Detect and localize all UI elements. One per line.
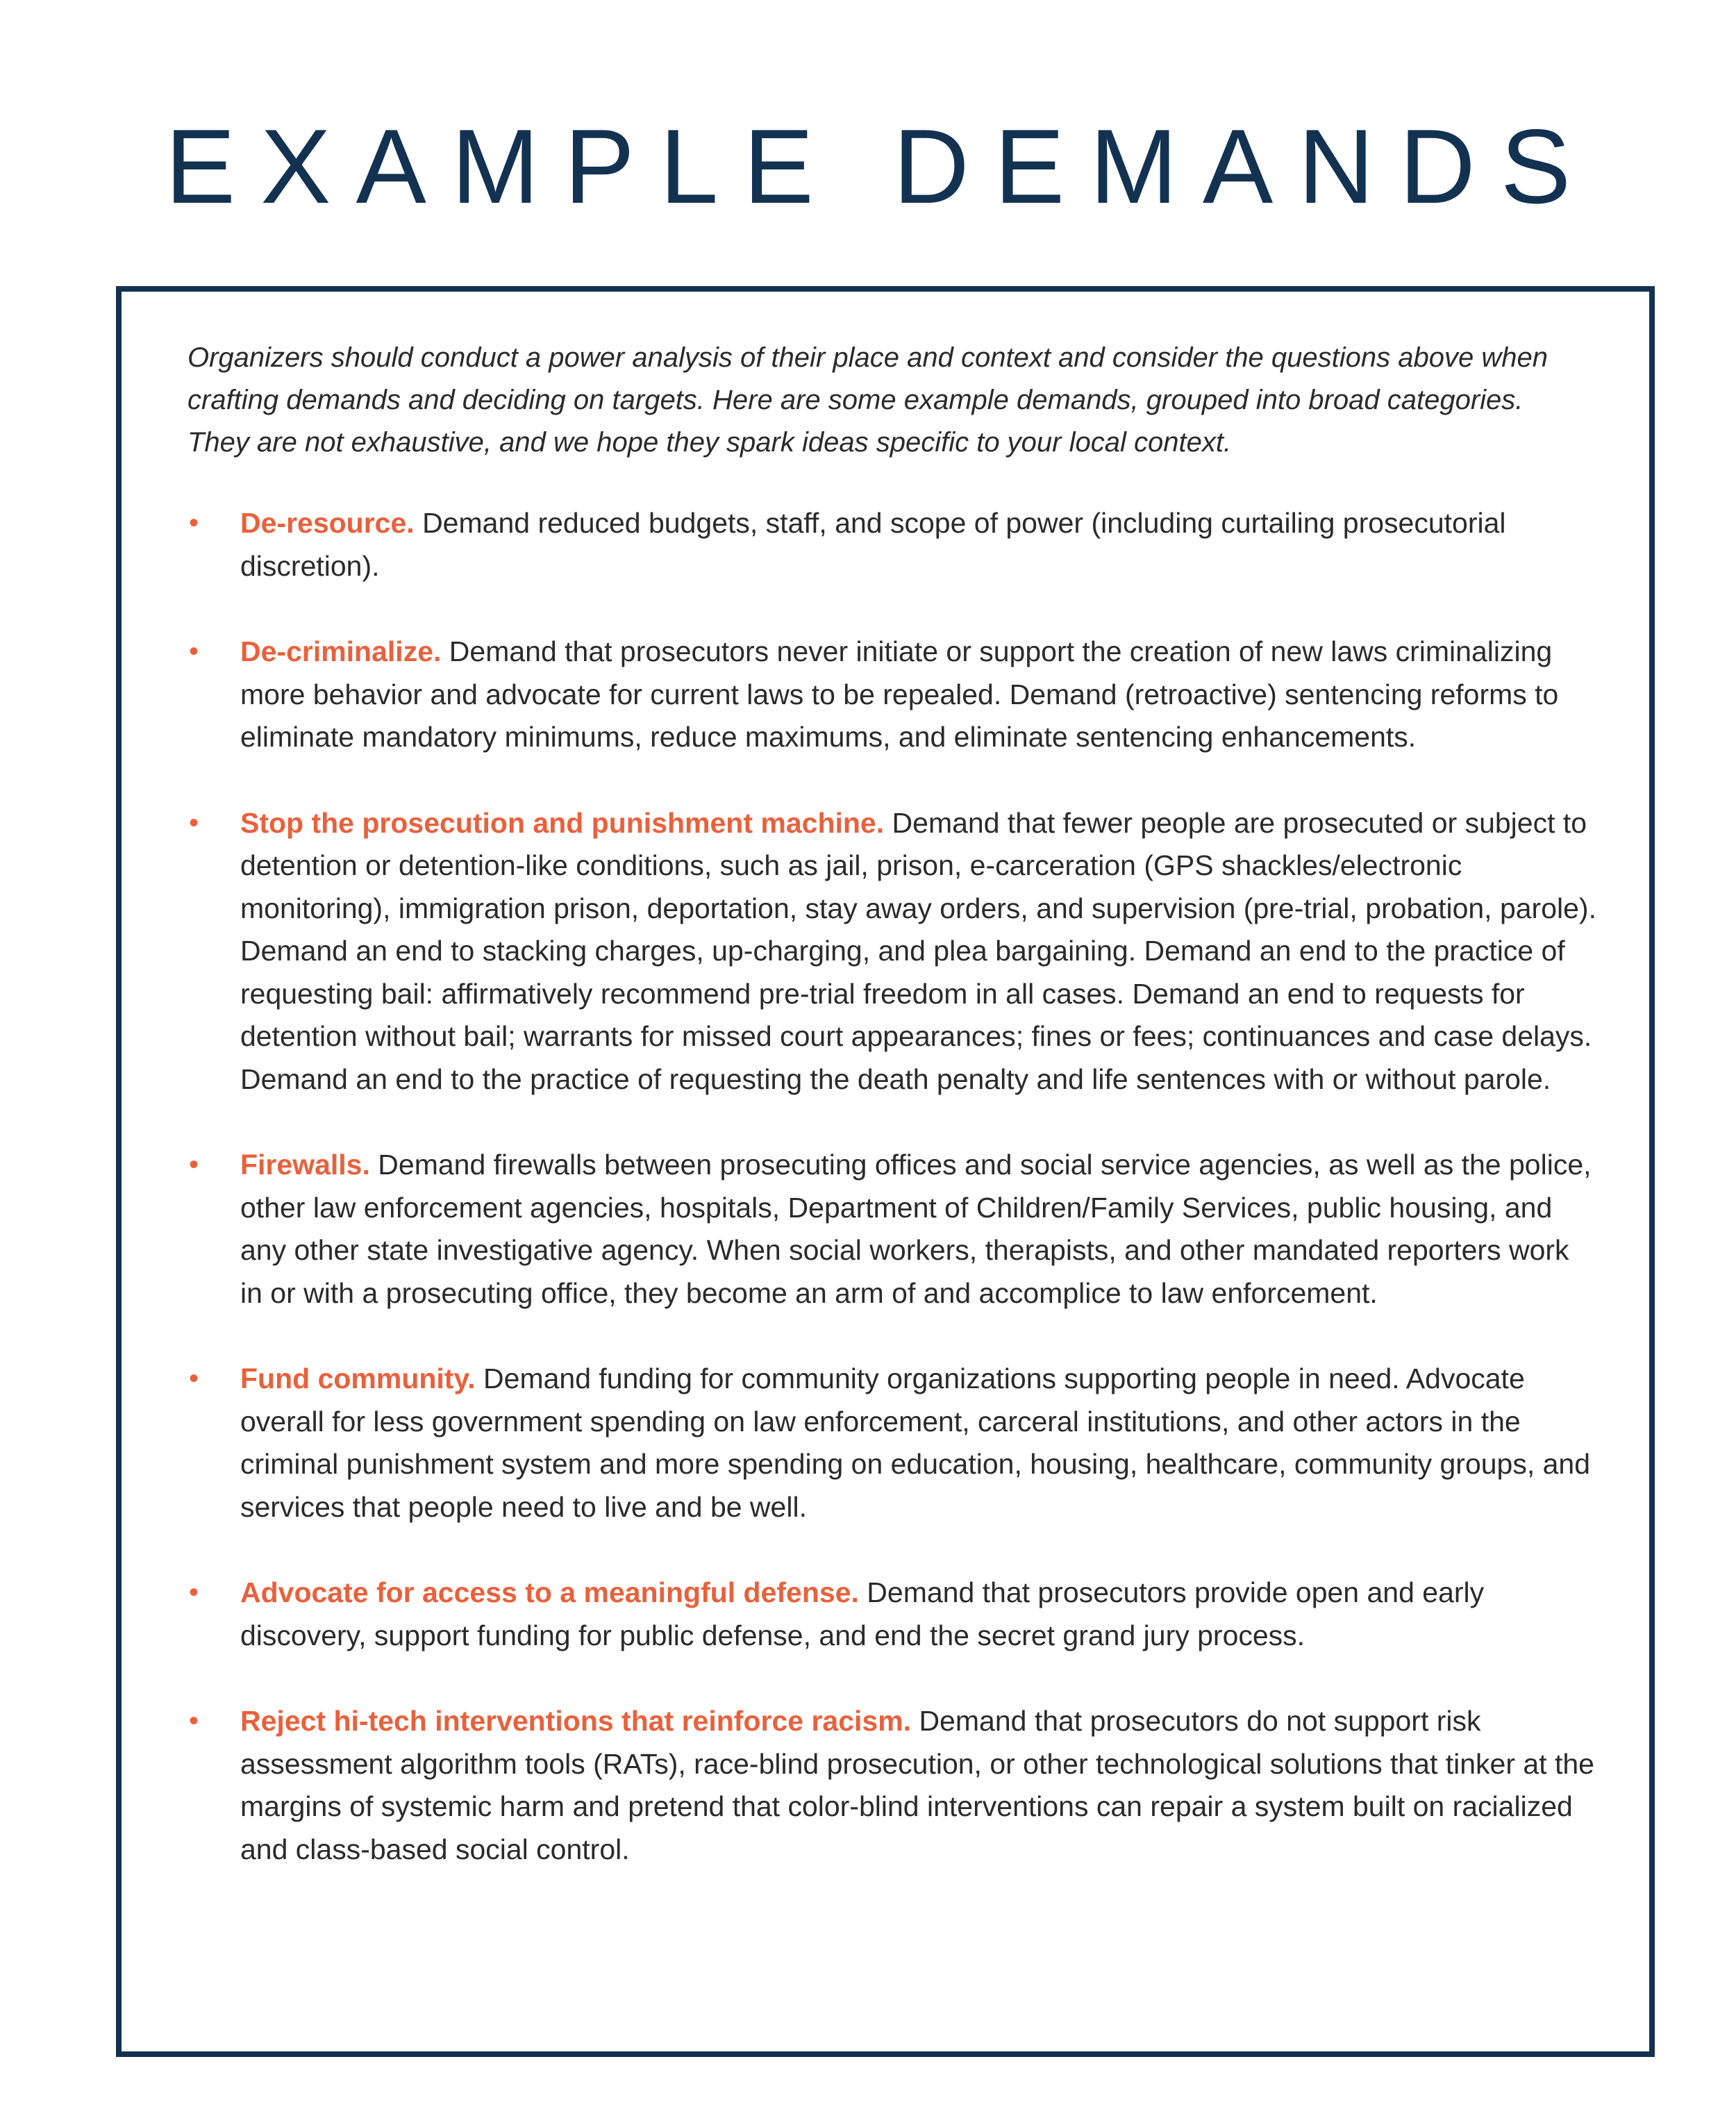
bullet-icon: •	[189, 807, 199, 838]
demand-label: Fund community.	[240, 1363, 476, 1394]
demand-stop-prosecution-machine	[187, 802, 1597, 1101]
bullet-icon: •	[189, 1363, 199, 1394]
demand-text: Demand that fewer people are prosecuted or subject to detention or detention-like conditions, such as jail, prison, e-carceration (GPS shackles/electronic monitoring), immigration prison, deportation, stay away orders, and supervision (pre-trial, probation, parole). Demand an end to stacking charges, up-charging, and plea bargaining. Demand an end to the practice of requesting bail: affirmatively recommend pre-trial freedom in all cases. Demand an end to requests for detention without bail; warrants for missed court appearances; fines or fees; continuances and case delays. Demand an end to the practice of requesting the death penalty and life sentences with or without parole.	[240, 806, 1596, 1095]
bullet-icon: •	[189, 508, 199, 538]
bullet-icon: •	[189, 1706, 199, 1736]
demand-text: Demand reduced budgets, staff, and scope of power (including curtailing prosecutorial discretion).	[240, 507, 1506, 582]
demand-fund-community	[187, 1358, 1597, 1528]
demand-de-resource	[187, 502, 1597, 588]
demand-text: Demand that prosecutors do not support risk assessment algorithm tools (RATs), race-blind prosecution, or other technological solutions that tinker at the margins of systemic harm and pretend that color-blind interventions can repair a system built on racialized and class-based social control.	[240, 1705, 1594, 1865]
demand-text: Demand firewalls between prosecuting offices and social service agencies, as well as the police, other law enforcement agencies, hospitals, Department of Children/Family Services, public housing, and any other state investigative agency. When social workers, therapists, and other mandated reporters work in or with a prosecuting office, they become an arm of and accomplice to law enforcement.	[240, 1149, 1592, 1309]
demand-firewalls	[187, 1144, 1597, 1315]
demand-label: De-criminalize.	[240, 635, 442, 667]
bullet-icon: •	[189, 1149, 199, 1180]
intro-paragraph: Organizers should conduct a power analysis of their place and context and consider the questions above when crafting demands and deciding on targets. Here are some example demands, grouped into broad categories. They are not exhaustive, and we hope they spark ideas specific to your local context.	[187, 342, 1548, 458]
demand-text: Demand that prosecutors provide open and early discovery, support funding for public defense, and end the secret grand jury process.	[240, 1576, 1485, 1651]
demand-label: Stop the prosecution and punishment machine.	[240, 806, 885, 839]
demand-text: Demand funding for community organizations supporting people in need. Advocate overall for less government spending on law enforcement, carceral institutions, and other actors in the criminal punishment system and more spending on education, housing, healthcare, community groups, and services that people need to live and be well.	[240, 1363, 1591, 1523]
demand-text: Demand that prosecutors never initiate or support the creation of new laws criminalizing more behavior and advocate for current laws to be repealed. Demand (retroactive) sentencing reforms to eliminate mandatory minimums, reduce maximums, and eliminate sentencing enhancements.	[240, 635, 1559, 753]
demand-reject-hi-tech	[187, 1700, 1597, 1871]
demands-list	[187, 502, 1597, 1914]
bullet-icon: •	[189, 1577, 199, 1608]
demand-meaningful-defense	[187, 1572, 1597, 1657]
demand-label: Firewalls.	[240, 1149, 370, 1181]
demand-de-criminalize	[187, 631, 1597, 759]
page-title: EXAMPLE DEMANDS	[165, 108, 1596, 226]
demand-label: De-resource.	[240, 507, 415, 539]
demand-label: Advocate for access to a meaningful defense.	[240, 1576, 859, 1608]
bullet-icon: •	[189, 636, 199, 667]
demand-label: Reject hi-tech interventions that reinforce racism.	[240, 1705, 912, 1737]
